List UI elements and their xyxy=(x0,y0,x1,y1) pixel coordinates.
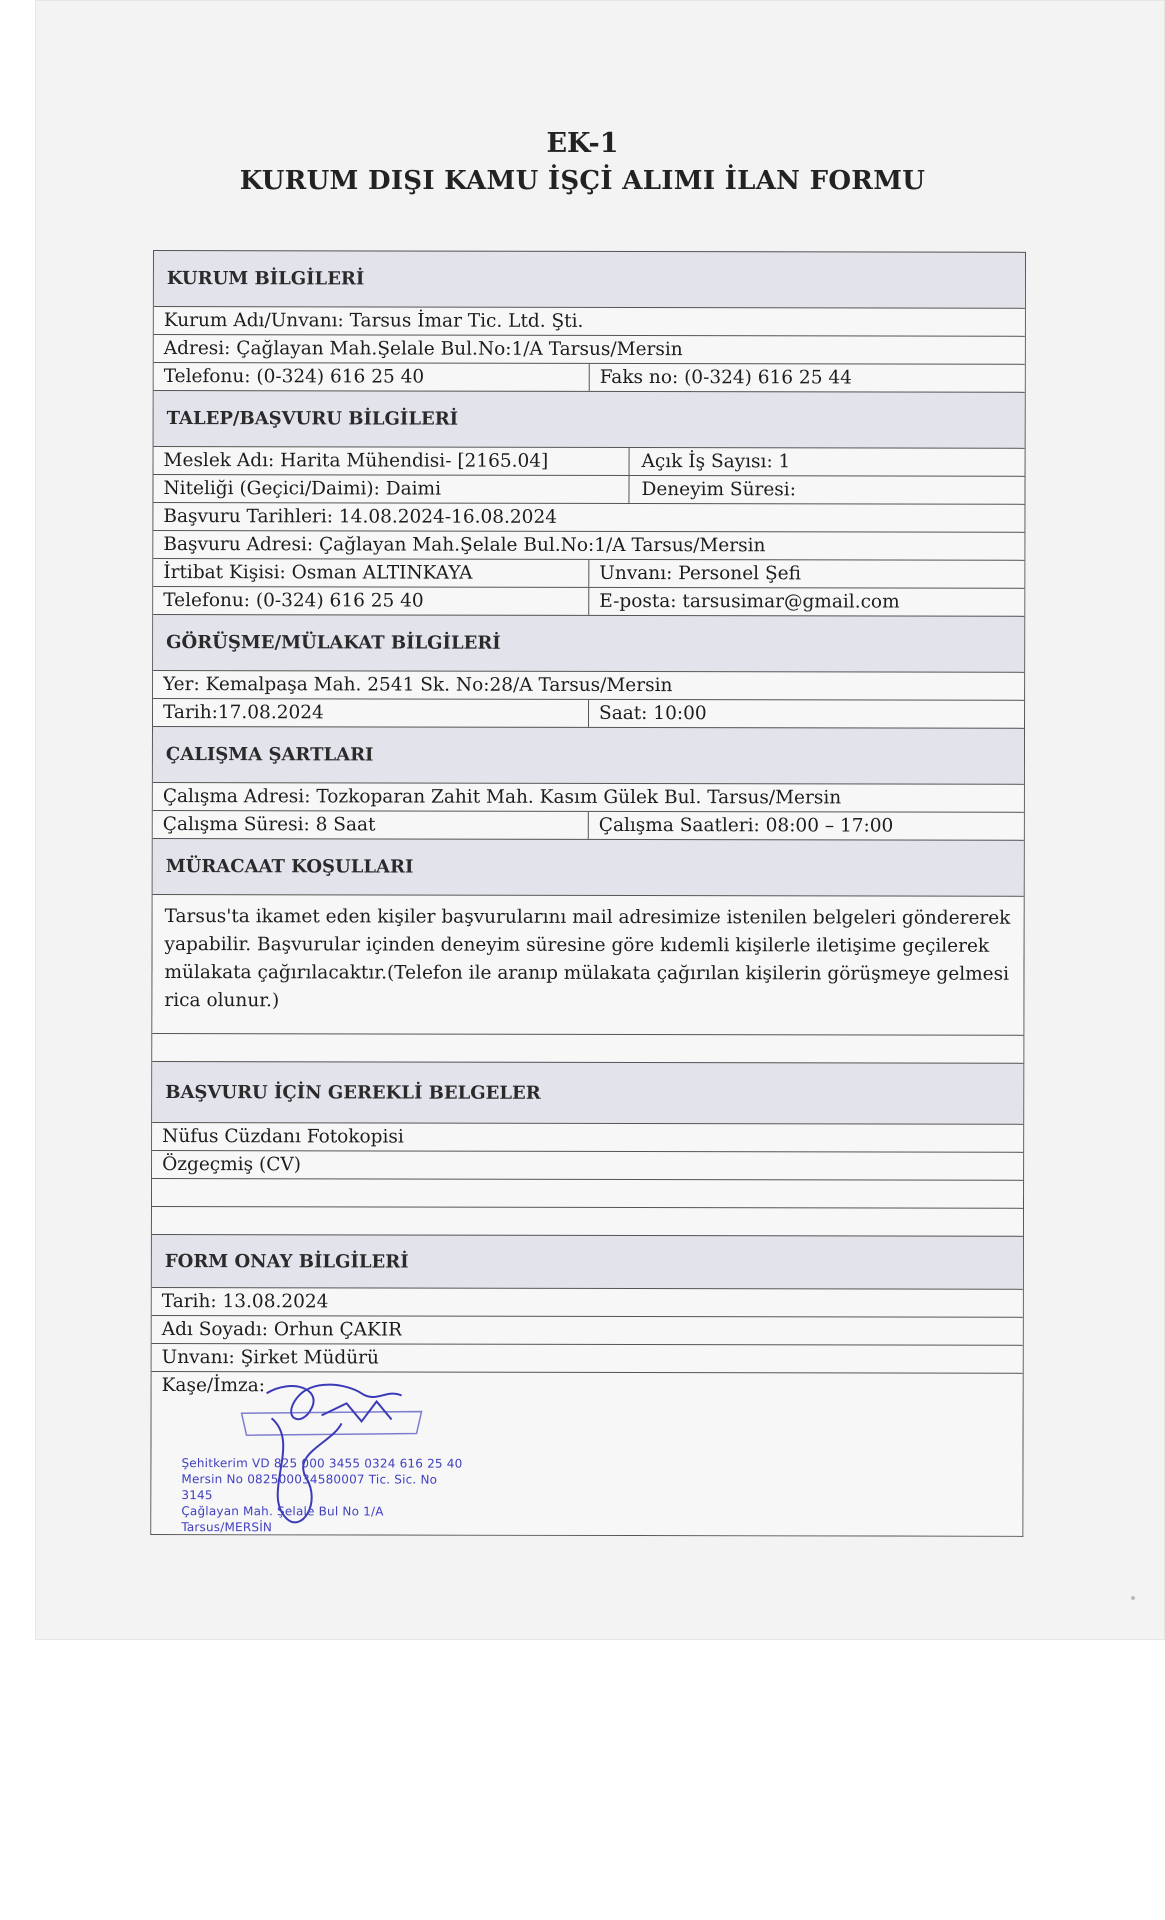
form-row xyxy=(154,334,1025,364)
blank-row xyxy=(152,1178,1023,1208)
form-row xyxy=(152,1343,1023,1373)
approval-date: Tarih: 13.08.2024 xyxy=(161,1291,329,1313)
form-row xyxy=(152,1287,1023,1317)
stamp-signature-label: Kaşe/İmza: xyxy=(161,1375,266,1397)
open-jobs: Açık İş Sayısı: 1 xyxy=(629,448,1025,476)
required-document: Özgeçmiş (CV) xyxy=(162,1154,301,1176)
section-heading-conditions: MÜRACAAT KOŞULLARI xyxy=(153,838,1024,896)
form-row xyxy=(154,362,1025,392)
institution-address: Adresi: Çağlayan Mah.Şelale Bul.No:1/A Tarsus/Mersin xyxy=(163,338,683,361)
application-conditions: Tarsus'ta ikamet eden kişiler başvurularını mail adresimize istenilen belgeleri göndererek yapabilir. Başvurular içinden deneyim süresine göre kıdemli kişilerle iletişime geçilerek mülakata çağırılacaktır.(Telefon ile aranıp mülakata çağırılan kişilerin görüşmeye gelmesi rica olunur.) xyxy=(152,894,1023,1035)
blank-row xyxy=(152,1033,1023,1063)
form-row xyxy=(152,1315,1023,1345)
blank-row xyxy=(152,1206,1023,1236)
form-row xyxy=(153,670,1024,700)
document-title: KURUM DIŞI KAMU İŞÇİ ALIMI İLAN FORMU xyxy=(239,166,926,196)
form-row xyxy=(153,698,1024,728)
contact-phone: Telefonu: (0-324) 616 25 40 xyxy=(163,590,424,612)
application-form xyxy=(150,250,1026,1537)
form-row xyxy=(154,306,1025,336)
section-heading-talep: TALEP/BAŞVURU BİLGİLERİ xyxy=(154,390,1025,448)
form-row xyxy=(154,446,1025,476)
position-type: Niteliği (Geçici/Daimi): Daimi xyxy=(163,478,442,500)
form-row xyxy=(153,586,1024,616)
form-row xyxy=(153,502,1024,532)
contact-email: E-posta: tarsusimar@gmail.com xyxy=(588,588,1024,616)
interview-place: Yer: Kemalpaşa Mah. 2541 Sk. No:28/A Tarsus/Mersin xyxy=(163,674,673,697)
work-hours: Çalışma Saatleri: 08:00 – 17:00 xyxy=(588,812,1024,840)
company-stamp xyxy=(171,1383,471,1535)
section-heading-interview: GÖRÜŞME/MÜLAKAT BİLGİLERİ xyxy=(153,614,1024,672)
required-document: Nüfus Cüzdanı Fotokopisi xyxy=(162,1126,404,1148)
scan-speck xyxy=(1131,1596,1135,1600)
profession: Meslek Adı: Harita Mühendisi- [2165.04] xyxy=(163,450,549,472)
approver-title: Unvanı: Şirket Müdürü xyxy=(161,1347,379,1369)
form-row xyxy=(153,558,1024,588)
contact-person: İrtibat Kişisi: Osman ALTINKAYA xyxy=(163,562,473,584)
stamp-line: Çağlayan Mah. Şelale Bul No 1/A Tarsus/MERSİN xyxy=(181,1504,384,1535)
stamp-line: Mersin No 082500034580007 Tic. Sic. No 3145 xyxy=(181,1472,438,1503)
form-row xyxy=(153,810,1024,840)
section-heading-work: ÇALIŞMA ŞARTLARI xyxy=(153,726,1024,784)
document-code: EK-1 xyxy=(546,128,619,159)
stamp-line: Şehitkerim VD 825 000 3455 0324 616 25 40 xyxy=(181,1456,463,1471)
form-row xyxy=(152,1150,1023,1180)
form-row xyxy=(152,1122,1023,1152)
institution-name: Kurum Adı/Unvanı: Tarsus İmar Tic. Ltd. Şti. xyxy=(163,310,584,332)
interview-date: Tarih:17.08.2024 xyxy=(163,702,324,724)
institution-phone: Telefonu: (0-324) 616 25 40 xyxy=(163,366,425,388)
section-heading-kurum: KURUM BİLGİLERİ xyxy=(154,250,1025,308)
application-address: Başvuru Adresi: Çağlayan Mah.Şelale Bul.No:1/A Tarsus/Mersin xyxy=(163,534,766,557)
form-row xyxy=(153,530,1024,560)
section-heading-documents: BAŞVURU İÇİN GEREKLİ BELGELER xyxy=(152,1061,1023,1124)
work-duration: Çalışma Süresi: 8 Saat xyxy=(162,814,376,836)
contact-title: Unvanı: Personel Şefi xyxy=(588,560,1024,588)
form-row xyxy=(153,782,1024,812)
form-row xyxy=(153,474,1024,504)
application-dates: Başvuru Tarihleri: 14.08.2024-16.08.2024 xyxy=(163,506,558,528)
scan-edge xyxy=(0,0,35,1640)
stamp-text xyxy=(181,1455,471,1536)
signature-area xyxy=(151,1399,1022,1536)
experience-duration: Deneyim Süresi: xyxy=(628,476,1024,504)
approver-name: Adı Soyadı: Orhun ÇAKIR xyxy=(161,1319,403,1341)
section-heading-approval: FORM ONAY BİLGİLERİ xyxy=(152,1234,1023,1289)
institution-fax: Faks no: (0-324) 616 25 44 xyxy=(589,364,1025,392)
interview-time: Saat: 10:00 xyxy=(588,700,1024,728)
work-address: Çalışma Adresi: Tozkoparan Zahit Mah. Kasım Gülek Bul. Tarsus/Mersin xyxy=(162,786,842,809)
